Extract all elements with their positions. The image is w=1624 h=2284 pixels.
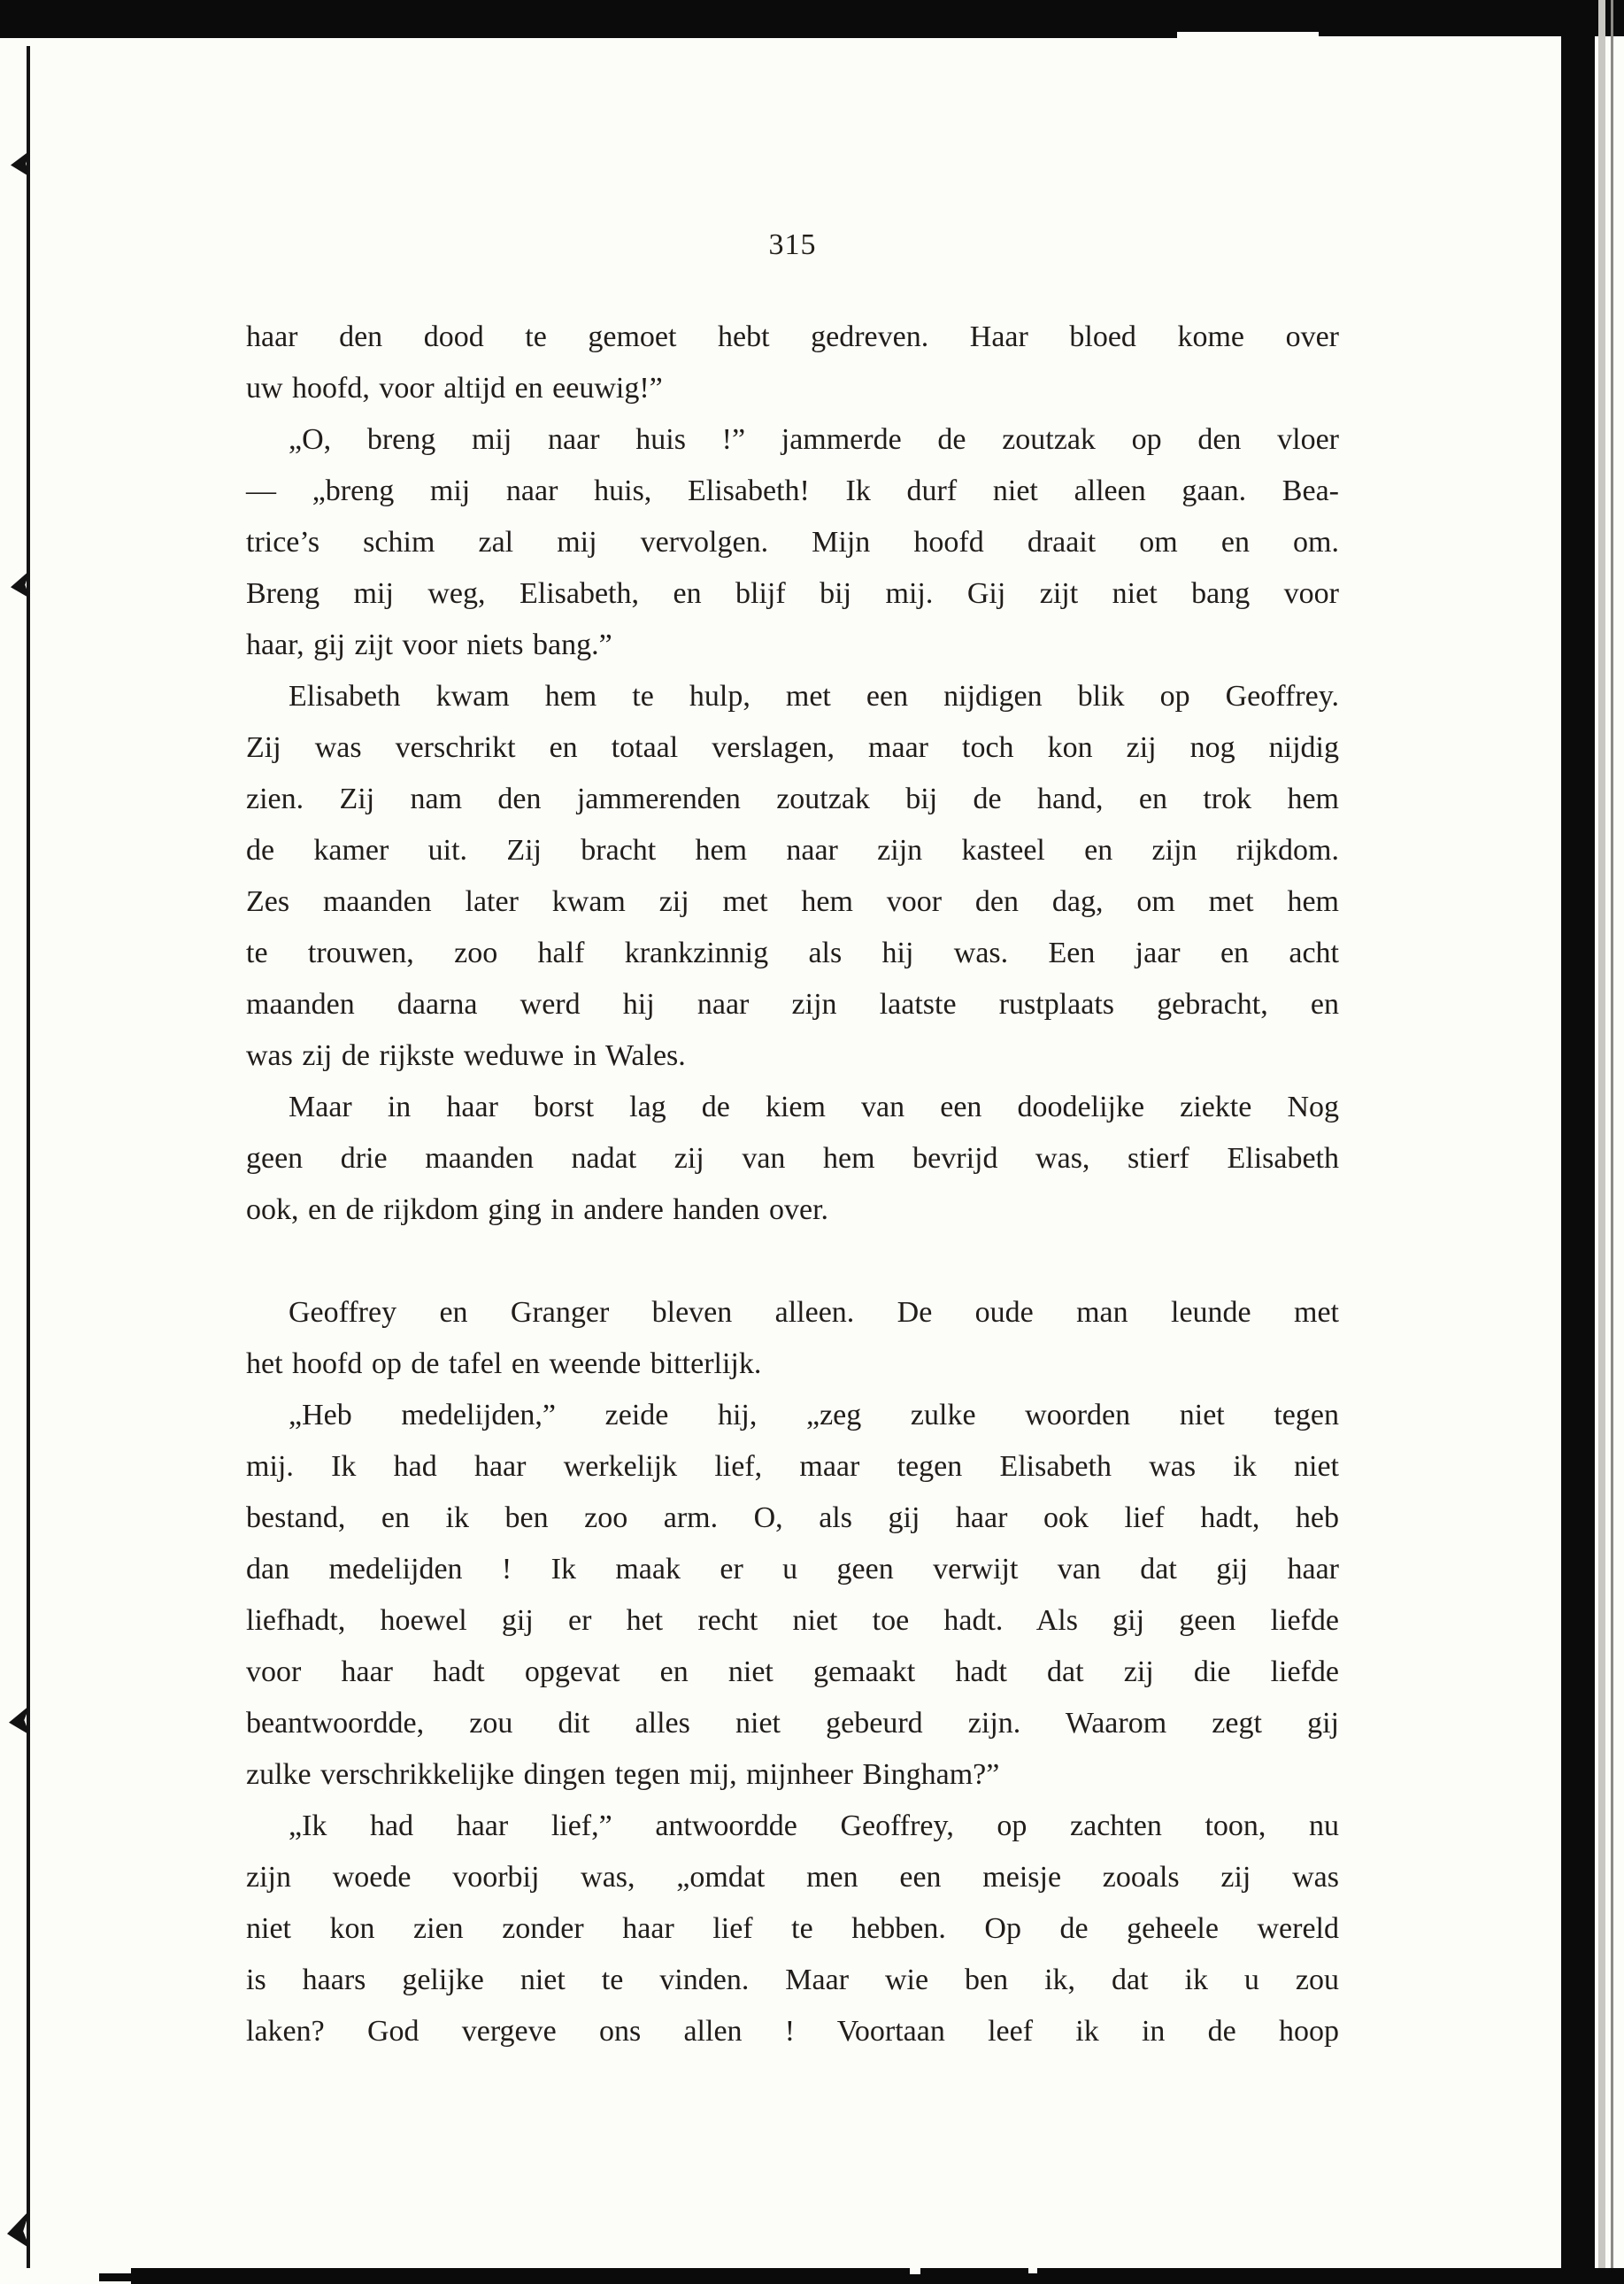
scan-artifact-top-bar (0, 0, 1624, 32)
text-line: „O, breng mij naar huis !” jammerde de zoutzak op den vloer (289, 423, 1339, 456)
scan-artifact-notch (910, 2268, 920, 2274)
text-line: Maar in haar borst lag de kiem van een doodelijke ziekte Nog (289, 1091, 1339, 1123)
paragraph (246, 1390, 1339, 1801)
paragraph (246, 1801, 1339, 2057)
paragraph (246, 671, 1339, 1082)
text-line: Zij was verschrikt en totaal verslagen, maar toch kon zij nog nijdig (246, 731, 1339, 764)
text-line: maanden daarna werd hij naar zijn laatste rustplaats gebracht, en (246, 988, 1339, 1021)
text-line: zulke verschrikkelijke dingen tegen mij, mijnheer Bingham?” (246, 1758, 1000, 1791)
text-line: „Heb medelijden,” zeide hij, „zeg zulke woorden niet tegen (289, 1399, 1339, 1431)
text-line: bestand, en ik ben zoo arm. O, als gij haar ook lief hadt, heb (246, 1501, 1339, 1534)
paragraph (246, 1082, 1339, 1236)
text-line: was zij de rijkste weduwe in Wales. (246, 1039, 686, 1072)
text-line: laken? God vergeve ons allen ! Voortaan leef ik in de hoop (246, 2015, 1339, 2048)
scan-artifact-binding-line (27, 46, 30, 2268)
paragraph (246, 312, 1339, 414)
text-line: zien. Zij nam den jammerenden zoutzak bij de hand, en trok hem (246, 783, 1339, 815)
text-line: haar den dood te gemoet hebt gedreven. Haar bloed kome over (246, 320, 1339, 353)
page-number: 315 (768, 228, 817, 261)
text-line: te trouwen, zoo half krankzinnig als hij was. Een jaar en acht (246, 937, 1339, 969)
text-line: trice’s schim zal mij vervolgen. Mijn hoofd draait om en om. (246, 526, 1339, 559)
text-line: de kamer uit. Zij bracht hem naar zijn kasteel en zijn rijkdom. (246, 834, 1339, 867)
text-line: ook, en de rijkdom ging in andere handen over. (246, 1193, 829, 1226)
scan-artifact-bottom-bar (131, 2268, 1624, 2284)
text-line: is haars gelijke niet te vinden. Maar wie ben ik, dat ik u zou (246, 1964, 1339, 1996)
text-line: „Ik had haar lief,” antwoordde Geoffrey, op zachten toon, nu (289, 1809, 1339, 1842)
scan-artifact-right-bar (1561, 0, 1595, 2284)
text-line: zijn woede voorbij was, „omdat men een meisje zooals zij was (246, 1861, 1339, 1894)
paragraph (246, 414, 1339, 671)
text-line: Geoffrey en Granger bleven alleen. De oude man leunde met (289, 1296, 1339, 1329)
text-line: het hoofd op de tafel en weende bitterlijk. (246, 1347, 762, 1380)
text-line: mij. Ik had haar werkelijk lief, maar tegen Elisabeth was ik niet (246, 1450, 1339, 1483)
text-line: voor haar hadt opgevat en niet gemaakt hadt dat zij die liefde (246, 1655, 1339, 1688)
scan-artifact-right-shade (1598, 0, 1605, 2284)
scan-artifact-notch (1028, 2268, 1037, 2273)
text-line: haar, gij zijt voor niets bang.” (246, 629, 612, 661)
text-line: Zes maanden later kwam zij met hem voor den dag, om met hem (246, 885, 1339, 918)
text-line: beantwoordde, zou dit alles niet gebeurd zijn. Waarom zegt gij (246, 1707, 1339, 1740)
text-line: niet kon zien zonder haar lief te hebben. Op de geheele wereld (246, 1912, 1339, 1945)
scan-artifact-right-line (1611, 0, 1613, 2284)
paragraph (246, 1287, 1339, 1390)
text-line: geen drie maanden nadat zij van hem bevrijd was, stierf Elisabeth (246, 1142, 1339, 1175)
text-line: dan medelijden ! Ik maak er u geen verwijt van dat gij haar (246, 1553, 1339, 1586)
scan-artifact-bottom-edge (99, 2273, 135, 2281)
text-line: — „breng mij naar huis, Elisabeth! Ik durf niet alleen gaan. Bea- (246, 475, 1339, 507)
text-line: uw hoofd, voor altijd en eeuwig!” (246, 372, 663, 405)
text-line: liefhadt, hoewel gij er het recht niet toe hadt. Als gij geen liefde (246, 1604, 1339, 1637)
scan-artifact-top-edge (0, 32, 1177, 38)
text-block (246, 312, 1339, 2057)
text-line: Breng mij weg, Elisabeth, en blijf bij mij. Gij zijt niet bang voor (246, 577, 1339, 610)
text-line: Elisabeth kwam hem te hulp, met een nijdigen blik op Geoffrey. (289, 680, 1339, 713)
